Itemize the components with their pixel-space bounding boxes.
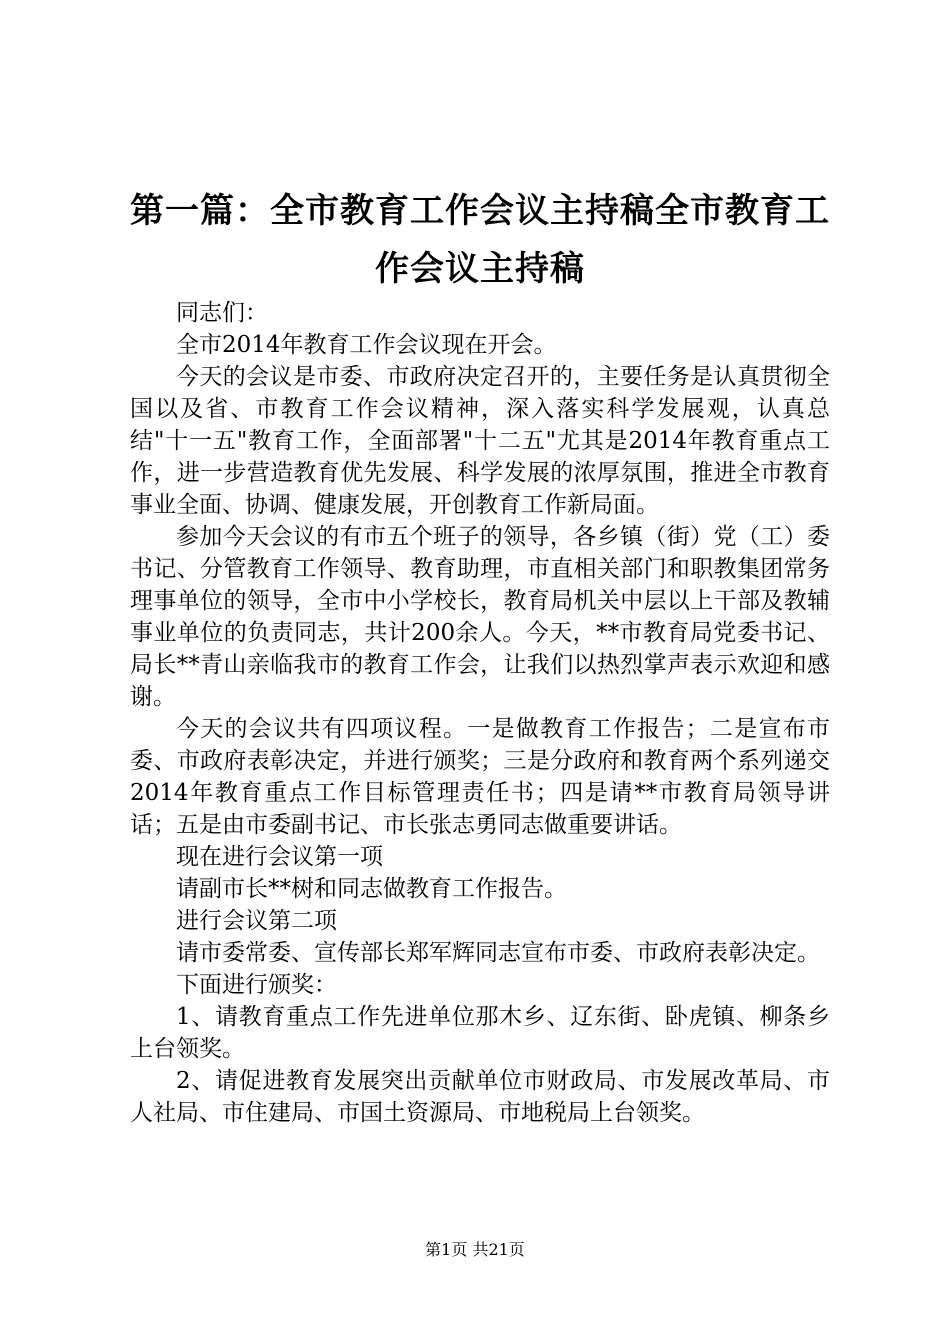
paragraph-agenda: 今天的会议共有四项议程。一是做教育工作报告；二是宣布市委、市政府表彰决定，并进行颁奖；三是分政府和教育两个系列递交2014年教育重点工作目标管理责任书；四是请**市教育局领导讲话；五是由市委副书记、市长张志勇同志做重要讲话。 bbox=[130, 716, 830, 838]
paragraph-awards-intro: 下面进行颁奖： bbox=[176, 972, 337, 998]
paragraph-commendation: 请市委常委、宣传部长郑军辉同志宣布市委、市政府表彰决定。 bbox=[176, 940, 820, 966]
document-body bbox=[130, 297, 830, 1129]
paragraph-award-two: 2、请促进教育发展突出贡献单位市财政局、市发展改革局、市人社局、市住建局、市国土资源局、市地税局上台领奖。 bbox=[130, 1068, 830, 1126]
paragraph-purpose: 今天的会议是市委、市政府决定召开的，主要任务是认真贯彻全国以及省、市教育工作会议精神，深入落实科学发展观，认真总结"十一五"教育工作，全面部署"十二五"尤其是2014年教育重点工作，进一步营造教育优先发展、科学发展的浓厚氛围，推进全市教育事业全面、协调、健康发展，开创教育工作新局面。 bbox=[130, 364, 830, 518]
paragraph-report: 请副市长**树和同志做教育工作报告。 bbox=[176, 876, 567, 902]
paragraph-item-one: 现在进行会议第一项 bbox=[176, 844, 383, 870]
document-title: 第一篇：全市教育工作会议主持稿全市教育工作会议主持稿 bbox=[130, 191, 830, 289]
paragraph-salutation: 同志们： bbox=[176, 300, 268, 326]
paragraph-opening: 全市2014年教育工作会议现在开会。 bbox=[176, 332, 557, 358]
page-footer: 第1页 共21页 bbox=[425, 1240, 525, 1259]
paragraph-attendees: 参加今天会议的有市五个班子的领导，各乡镇（街）党（工）委书记、分管教育工作领导、教育助理，市直相关部门和职教集团常务理事单位的领导，全市中小学校长，教育局机关中层以上干部及教辅事业单位的负责同志，共计200余人。今天，**市教育局党委书记、局长**青山亲临我市的教育工作会，让我们以热烈掌声表示欢迎和感谢。 bbox=[130, 524, 830, 710]
paragraph-item-two: 进行会议第二项 bbox=[176, 908, 337, 934]
paragraph-award-one: 1、请教育重点工作先进单位那木乡、辽东街、卧虎镇、柳条乡上台领奖。 bbox=[130, 1004, 830, 1062]
